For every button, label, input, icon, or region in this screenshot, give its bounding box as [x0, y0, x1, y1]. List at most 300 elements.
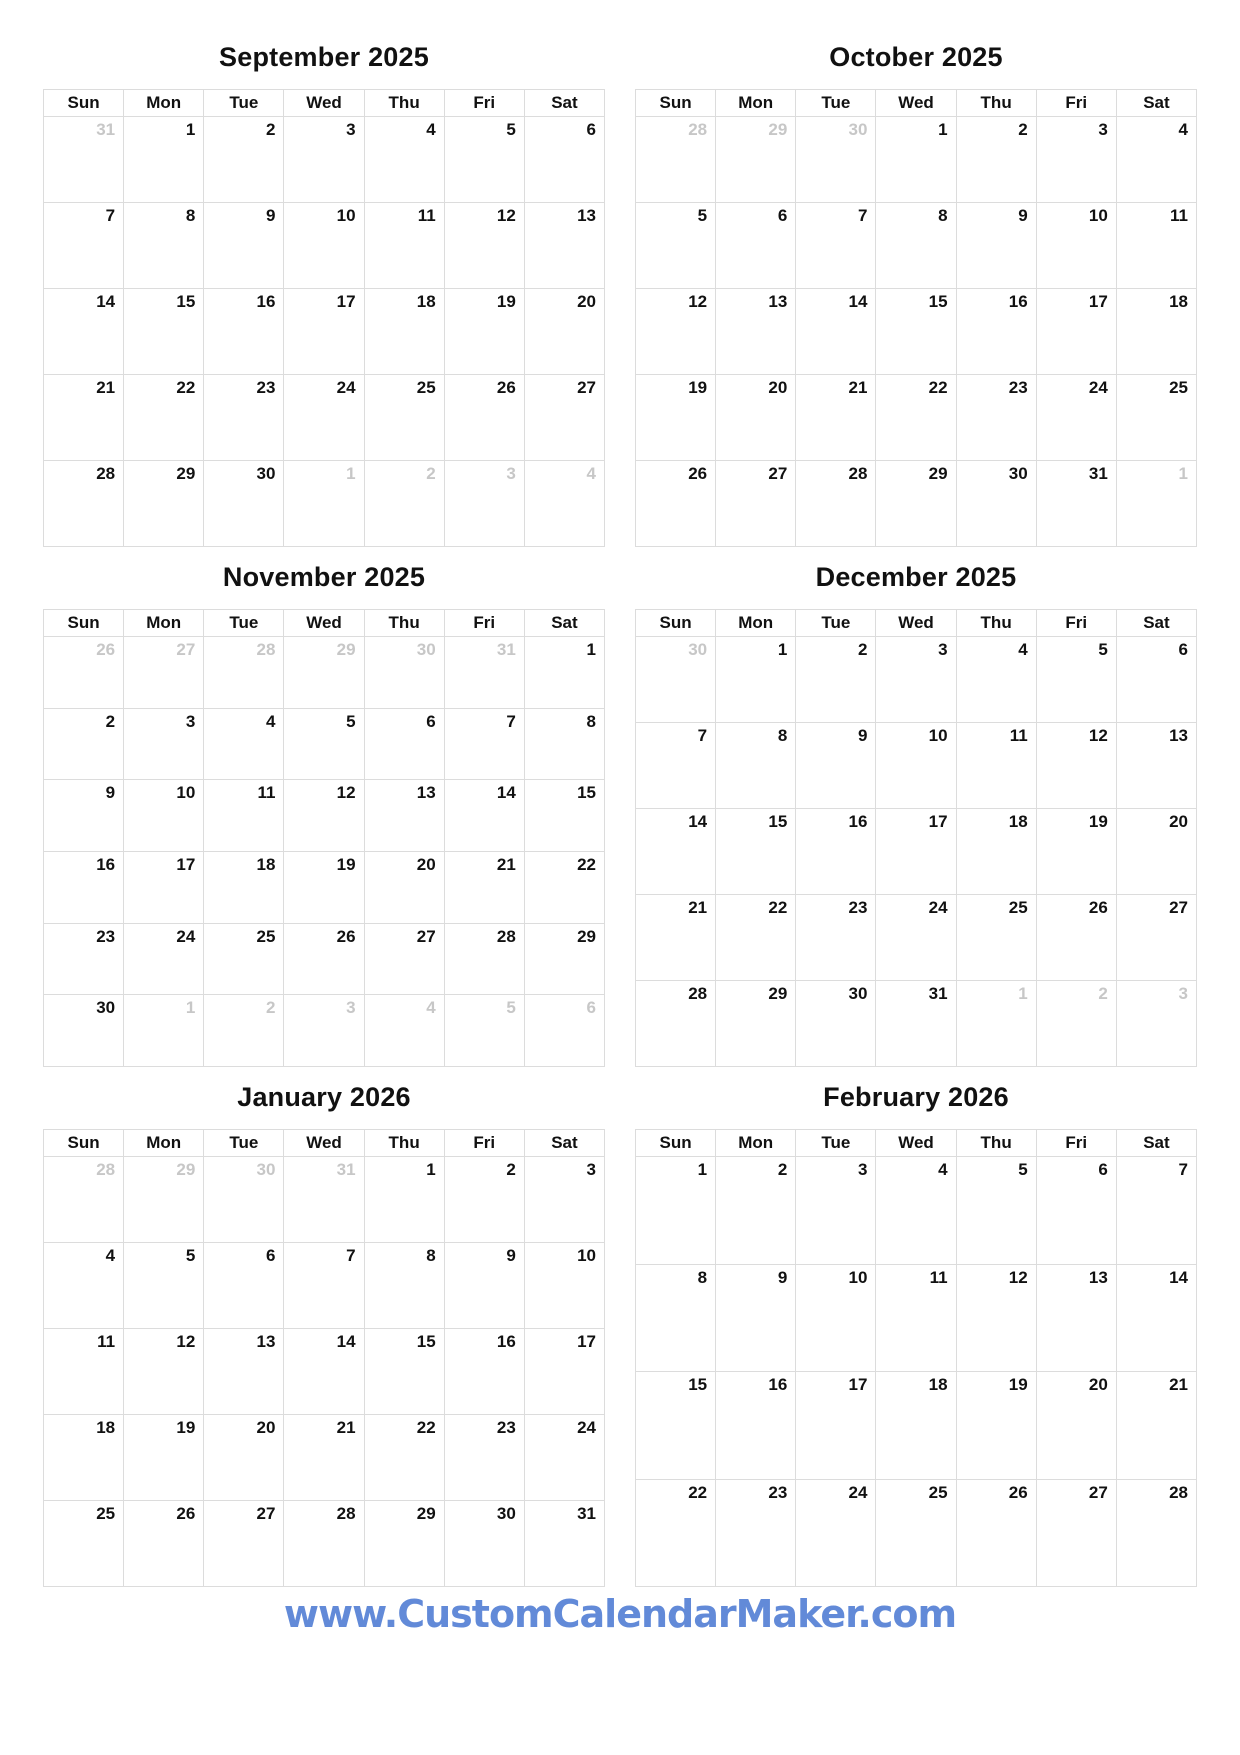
day-cell: 27	[364, 923, 444, 995]
day-cell: 5	[284, 708, 364, 780]
day-cell: 26	[1036, 895, 1116, 981]
weekday-header: Mon	[124, 610, 204, 637]
week-row	[636, 981, 1197, 1067]
day-cell: 29	[716, 117, 796, 203]
day-cell: 18	[1116, 289, 1196, 375]
day-cell: 11	[364, 203, 444, 289]
week-row	[636, 1372, 1197, 1480]
day-cell: 14	[636, 809, 716, 895]
day-cell: 28	[444, 923, 524, 995]
day-cell: 6	[716, 203, 796, 289]
day-cell: 30	[796, 981, 876, 1067]
day-cell: 18	[44, 1415, 124, 1501]
week-row	[636, 895, 1197, 981]
day-cell: 26	[636, 461, 716, 547]
day-cell: 18	[364, 289, 444, 375]
day-cell: 1	[364, 1157, 444, 1243]
day-cell: 23	[956, 375, 1036, 461]
calendar-grid	[43, 25, 1197, 1585]
weekday-header: Sun	[44, 1130, 124, 1157]
weekday-header: Wed	[876, 610, 956, 637]
day-cell: 17	[284, 289, 364, 375]
weekday-header: Wed	[284, 610, 364, 637]
day-cell: 10	[284, 203, 364, 289]
day-cell: 7	[444, 708, 524, 780]
day-cell: 3	[796, 1157, 876, 1265]
day-cell: 26	[124, 1501, 204, 1587]
week-row	[44, 637, 605, 709]
month-calendar	[635, 545, 1197, 1065]
day-cell: 19	[444, 289, 524, 375]
day-cell: 28	[284, 1501, 364, 1587]
week-row	[636, 809, 1197, 895]
day-cell: 22	[876, 375, 956, 461]
weekday-header: Sun	[44, 610, 124, 637]
day-cell: 31	[444, 637, 524, 709]
day-cell: 26	[44, 637, 124, 709]
day-cell: 31	[876, 981, 956, 1067]
day-cell: 18	[956, 809, 1036, 895]
day-cell: 16	[204, 289, 284, 375]
day-cell: 31	[44, 117, 124, 203]
day-cell: 6	[204, 1243, 284, 1329]
week-row	[44, 780, 605, 852]
day-cell: 3	[1036, 117, 1116, 203]
day-cell: 2	[364, 461, 444, 547]
week-row	[636, 117, 1197, 203]
day-cell: 29	[124, 1157, 204, 1243]
week-row	[44, 1501, 605, 1587]
day-cell: 14	[284, 1329, 364, 1415]
day-cell: 11	[876, 1264, 956, 1372]
day-cell: 19	[956, 1372, 1036, 1480]
weekday-header: Mon	[124, 1130, 204, 1157]
day-cell: 2	[444, 1157, 524, 1243]
weekday-header-row	[44, 610, 605, 637]
day-cell: 2	[204, 117, 284, 203]
day-cell: 1	[1116, 461, 1196, 547]
week-row	[44, 1243, 605, 1329]
day-cell: 27	[716, 461, 796, 547]
day-cell: 21	[1116, 1372, 1196, 1480]
day-cell: 3	[124, 708, 204, 780]
day-cell: 29	[284, 637, 364, 709]
day-cell: 8	[524, 708, 604, 780]
week-row	[636, 637, 1197, 723]
day-cell: 23	[796, 895, 876, 981]
day-cell: 13	[204, 1329, 284, 1415]
day-cell: 15	[524, 780, 604, 852]
day-cell: 13	[1116, 723, 1196, 809]
day-cell: 5	[1036, 637, 1116, 723]
day-cell: 25	[876, 1479, 956, 1587]
weekday-header: Sun	[636, 610, 716, 637]
day-cell: 7	[796, 203, 876, 289]
day-cell: 23	[444, 1415, 524, 1501]
day-cell: 21	[796, 375, 876, 461]
day-cell: 23	[204, 375, 284, 461]
day-cell: 14	[44, 289, 124, 375]
day-cell: 8	[876, 203, 956, 289]
day-cell: 17	[124, 851, 204, 923]
week-row	[44, 995, 605, 1067]
day-cell: 8	[124, 203, 204, 289]
day-cell: 26	[444, 375, 524, 461]
day-cell: 10	[524, 1243, 604, 1329]
weekday-header: Wed	[876, 1130, 956, 1157]
week-row	[44, 1415, 605, 1501]
day-cell: 29	[716, 981, 796, 1067]
day-cell: 5	[124, 1243, 204, 1329]
day-cell: 22	[636, 1479, 716, 1587]
day-cell: 24	[1036, 375, 1116, 461]
day-cell: 6	[1116, 637, 1196, 723]
day-cell: 22	[364, 1415, 444, 1501]
day-cell: 27	[524, 375, 604, 461]
weekday-header: Mon	[716, 90, 796, 117]
day-cell: 21	[444, 851, 524, 923]
day-cell: 9	[444, 1243, 524, 1329]
day-cell: 31	[524, 1501, 604, 1587]
day-cell: 29	[364, 1501, 444, 1587]
day-cell: 5	[636, 203, 716, 289]
day-cell: 5	[956, 1157, 1036, 1265]
day-cell: 3	[284, 995, 364, 1067]
day-cell: 20	[204, 1415, 284, 1501]
weekday-header: Fri	[444, 90, 524, 117]
weekday-header: Mon	[124, 90, 204, 117]
day-cell: 21	[636, 895, 716, 981]
week-row	[44, 203, 605, 289]
weekday-header-row	[636, 610, 1197, 637]
week-row	[636, 1157, 1197, 1265]
day-cell: 15	[716, 809, 796, 895]
day-cell: 12	[444, 203, 524, 289]
day-cell: 28	[44, 461, 124, 547]
weekday-header: Thu	[364, 90, 444, 117]
day-cell: 8	[716, 723, 796, 809]
day-cell: 20	[1036, 1372, 1116, 1480]
month-grid	[635, 1129, 1197, 1587]
day-cell: 30	[204, 1157, 284, 1243]
week-row	[44, 1157, 605, 1243]
day-cell: 30	[364, 637, 444, 709]
weekday-header: Sat	[524, 90, 604, 117]
day-cell: 27	[1036, 1479, 1116, 1587]
day-cell: 20	[524, 289, 604, 375]
day-cell: 25	[364, 375, 444, 461]
day-cell: 4	[364, 117, 444, 203]
day-cell: 7	[284, 1243, 364, 1329]
day-cell: 20	[716, 375, 796, 461]
weekday-header: Sat	[1116, 1130, 1196, 1157]
weekday-header: Thu	[364, 610, 444, 637]
month-title: February 2026	[823, 1081, 1009, 1112]
day-cell: 4	[364, 995, 444, 1067]
month-title: January 2026	[237, 1081, 411, 1112]
day-cell: 8	[364, 1243, 444, 1329]
day-cell: 17	[1036, 289, 1116, 375]
weekday-header: Wed	[284, 90, 364, 117]
weekday-header: Sun	[636, 1130, 716, 1157]
day-cell: 30	[796, 117, 876, 203]
month-grid	[43, 89, 605, 547]
day-cell: 25	[204, 923, 284, 995]
weekday-header-row	[44, 1130, 605, 1157]
day-cell: 15	[124, 289, 204, 375]
day-cell: 20	[1116, 809, 1196, 895]
day-cell: 30	[444, 1501, 524, 1587]
week-row	[636, 723, 1197, 809]
day-cell: 17	[524, 1329, 604, 1415]
day-cell: 26	[956, 1479, 1036, 1587]
day-cell: 30	[204, 461, 284, 547]
day-cell: 28	[636, 117, 716, 203]
day-cell: 13	[524, 203, 604, 289]
month-title: September 2025	[219, 41, 429, 72]
day-cell: 29	[124, 461, 204, 547]
weekday-header: Mon	[716, 610, 796, 637]
day-cell: 24	[284, 375, 364, 461]
weekday-header: Tue	[204, 90, 284, 117]
day-cell: 7	[636, 723, 716, 809]
weekday-header: Fri	[1036, 1130, 1116, 1157]
week-row	[636, 1264, 1197, 1372]
day-cell: 13	[716, 289, 796, 375]
day-cell: 7	[44, 203, 124, 289]
day-cell: 10	[876, 723, 956, 809]
weekday-header: Tue	[796, 1130, 876, 1157]
week-row	[44, 923, 605, 995]
day-cell: 28	[44, 1157, 124, 1243]
day-cell: 1	[124, 995, 204, 1067]
day-cell: 4	[204, 708, 284, 780]
week-row	[636, 289, 1197, 375]
week-row	[44, 289, 605, 375]
day-cell: 16	[796, 809, 876, 895]
weekday-header: Sun	[44, 90, 124, 117]
weekday-header: Sat	[524, 610, 604, 637]
week-row	[44, 1329, 605, 1415]
day-cell: 5	[444, 995, 524, 1067]
day-cell: 1	[124, 117, 204, 203]
day-cell: 11	[44, 1329, 124, 1415]
day-cell: 24	[876, 895, 956, 981]
day-cell: 27	[1116, 895, 1196, 981]
day-cell: 12	[284, 780, 364, 852]
weekday-header: Thu	[956, 610, 1036, 637]
day-cell: 21	[284, 1415, 364, 1501]
day-cell: 3	[444, 461, 524, 547]
day-cell: 30	[636, 637, 716, 723]
weekday-header: Thu	[956, 1130, 1036, 1157]
day-cell: 23	[44, 923, 124, 995]
day-cell: 11	[956, 723, 1036, 809]
month-title: November 2025	[222, 561, 426, 592]
day-cell: 30	[44, 995, 124, 1067]
week-row	[44, 461, 605, 547]
day-cell: 1	[876, 117, 956, 203]
week-row	[636, 1479, 1197, 1587]
day-cell: 3	[284, 117, 364, 203]
day-cell: 1	[956, 981, 1036, 1067]
day-cell: 22	[524, 851, 604, 923]
month-calendar	[635, 1065, 1197, 1585]
day-cell: 8	[636, 1264, 716, 1372]
week-row	[44, 708, 605, 780]
day-cell: 16	[44, 851, 124, 923]
day-cell: 2	[204, 995, 284, 1067]
day-cell: 24	[796, 1479, 876, 1587]
weekday-header: Sun	[636, 90, 716, 117]
month-calendar	[43, 545, 605, 1065]
day-cell: 2	[716, 1157, 796, 1265]
day-cell: 20	[364, 851, 444, 923]
day-cell: 3	[524, 1157, 604, 1243]
month-title: October 2025	[829, 41, 1003, 72]
day-cell: 6	[524, 995, 604, 1067]
weekday-header: Fri	[444, 610, 524, 637]
weekday-header: Wed	[876, 90, 956, 117]
month-grid	[43, 609, 605, 1067]
week-row	[44, 117, 605, 203]
weekday-header: Tue	[204, 1130, 284, 1157]
day-cell: 19	[1036, 809, 1116, 895]
day-cell: 18	[876, 1372, 956, 1480]
day-cell: 16	[956, 289, 1036, 375]
week-row	[44, 375, 605, 461]
day-cell: 4	[44, 1243, 124, 1329]
day-cell: 29	[876, 461, 956, 547]
week-row	[636, 375, 1197, 461]
day-cell: 2	[1036, 981, 1116, 1067]
week-row	[636, 203, 1197, 289]
day-cell: 11	[1116, 203, 1196, 289]
day-cell: 1	[284, 461, 364, 547]
weekday-header: Sat	[1116, 610, 1196, 637]
weekday-header: Sat	[524, 1130, 604, 1157]
day-cell: 19	[124, 1415, 204, 1501]
day-cell: 19	[284, 851, 364, 923]
day-cell: 15	[876, 289, 956, 375]
day-cell: 14	[444, 780, 524, 852]
weekday-header: Mon	[716, 1130, 796, 1157]
day-cell: 17	[876, 809, 956, 895]
day-cell: 27	[204, 1501, 284, 1587]
watermark-container	[0, 1592, 1240, 1636]
weekday-header: Thu	[956, 90, 1036, 117]
weekday-header-row	[636, 1130, 1197, 1157]
day-cell: 2	[44, 708, 124, 780]
watermark-link[interactable]: www.CustomCalendarMaker.com	[283, 1592, 957, 1636]
week-row	[636, 461, 1197, 547]
day-cell: 12	[1036, 723, 1116, 809]
weekday-header: Thu	[364, 1130, 444, 1157]
week-row	[44, 851, 605, 923]
day-cell: 22	[716, 895, 796, 981]
day-cell: 2	[796, 637, 876, 723]
weekday-header: Fri	[1036, 610, 1116, 637]
day-cell: 19	[636, 375, 716, 461]
day-cell: 9	[716, 1264, 796, 1372]
day-cell: 10	[1036, 203, 1116, 289]
day-cell: 23	[716, 1479, 796, 1587]
day-cell: 9	[796, 723, 876, 809]
day-cell: 13	[1036, 1264, 1116, 1372]
day-cell: 16	[716, 1372, 796, 1480]
weekday-header: Wed	[284, 1130, 364, 1157]
day-cell: 12	[956, 1264, 1036, 1372]
day-cell: 28	[204, 637, 284, 709]
day-cell: 14	[796, 289, 876, 375]
month-title: December 2025	[815, 561, 1017, 592]
day-cell: 26	[284, 923, 364, 995]
day-cell: 9	[956, 203, 1036, 289]
day-cell: 12	[636, 289, 716, 375]
day-cell: 12	[124, 1329, 204, 1415]
day-cell: 18	[204, 851, 284, 923]
day-cell: 9	[204, 203, 284, 289]
day-cell: 7	[1116, 1157, 1196, 1265]
month-grid	[635, 89, 1197, 547]
weekday-header: Tue	[204, 610, 284, 637]
day-cell: 5	[444, 117, 524, 203]
day-cell: 1	[636, 1157, 716, 1265]
day-cell: 24	[124, 923, 204, 995]
day-cell: 1	[524, 637, 604, 709]
month-calendar	[635, 25, 1197, 545]
month-calendar	[43, 1065, 605, 1585]
day-cell: 31	[1036, 461, 1116, 547]
weekday-header: Sat	[1116, 90, 1196, 117]
day-cell: 1	[716, 637, 796, 723]
day-cell: 10	[124, 780, 204, 852]
day-cell: 17	[796, 1372, 876, 1480]
day-cell: 22	[124, 375, 204, 461]
day-cell: 6	[1036, 1157, 1116, 1265]
day-cell: 3	[1116, 981, 1196, 1067]
day-cell: 4	[1116, 117, 1196, 203]
day-cell: 13	[364, 780, 444, 852]
weekday-header: Fri	[1036, 90, 1116, 117]
day-cell: 15	[636, 1372, 716, 1480]
day-cell: 30	[956, 461, 1036, 547]
day-cell: 6	[524, 117, 604, 203]
weekday-header-row	[636, 90, 1197, 117]
day-cell: 2	[956, 117, 1036, 203]
day-cell: 25	[44, 1501, 124, 1587]
day-cell: 9	[44, 780, 124, 852]
weekday-header: Tue	[796, 90, 876, 117]
day-cell: 27	[124, 637, 204, 709]
day-cell: 11	[204, 780, 284, 852]
month-grid	[43, 1129, 605, 1587]
weekday-header: Fri	[444, 1130, 524, 1157]
day-cell: 25	[956, 895, 1036, 981]
day-cell: 21	[44, 375, 124, 461]
day-cell: 31	[284, 1157, 364, 1243]
day-cell: 16	[444, 1329, 524, 1415]
day-cell: 4	[876, 1157, 956, 1265]
day-cell: 28	[796, 461, 876, 547]
day-cell: 4	[956, 637, 1036, 723]
day-cell: 14	[1116, 1264, 1196, 1372]
day-cell: 15	[364, 1329, 444, 1415]
month-calendar	[43, 25, 605, 545]
day-cell: 3	[876, 637, 956, 723]
day-cell: 10	[796, 1264, 876, 1372]
weekday-header-row	[44, 90, 605, 117]
